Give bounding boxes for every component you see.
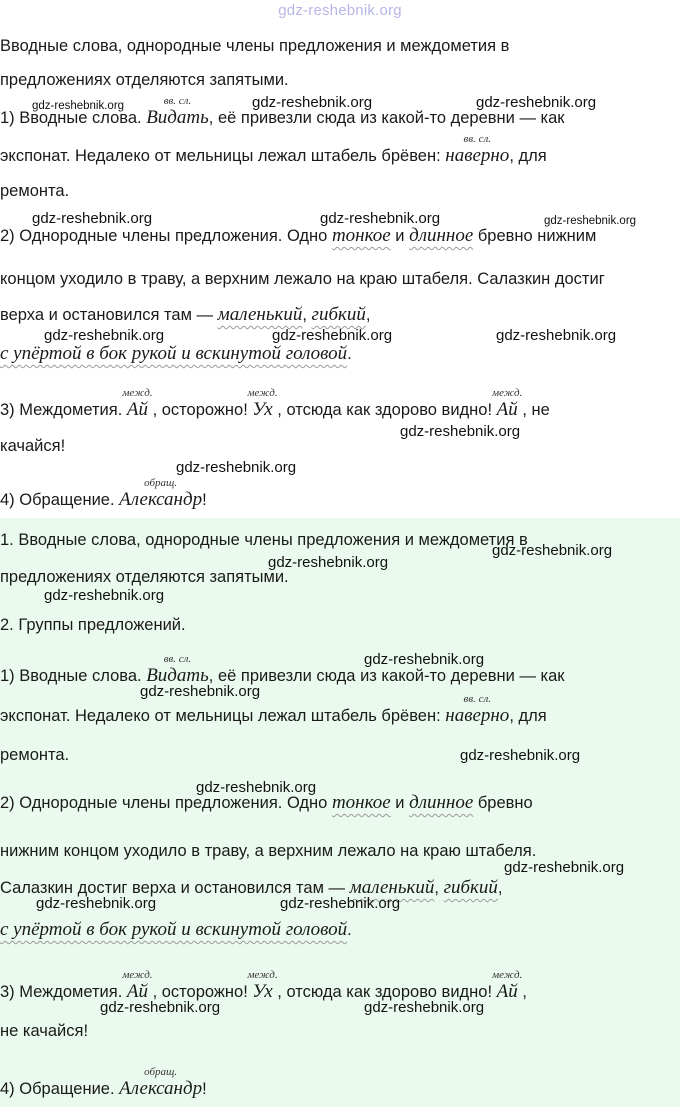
- item-1-text: , для: [509, 707, 547, 725]
- item-2-text: бревно нижним: [473, 227, 597, 245]
- item-2-prefix: 2) Однородные члены предложения. Одно: [0, 227, 332, 245]
- intro-word-vidat: [146, 95, 209, 128]
- label-vv: вв. сл.: [463, 133, 492, 145]
- item-3-text: , не: [517, 401, 550, 419]
- item-2-line-4: [0, 920, 352, 940]
- label-mezhd: межд.: [492, 387, 523, 399]
- item-1-text: , её привезли сюда из какой-то деревни — как: [208, 667, 565, 685]
- label-mezhd: межд.: [247, 387, 278, 399]
- answer-section-explained: [0, 518, 680, 1107]
- item-4-prefix: 4) Обращение.: [0, 491, 120, 509]
- label-vv: вв. сл.: [463, 693, 492, 705]
- word-text: наверно: [445, 145, 510, 166]
- answer-section-original: [0, 0, 680, 518]
- item-3-prefix: 3) Междометия.: [0, 983, 127, 1001]
- word-text: Александр: [119, 489, 203, 510]
- item-3-text: , осторожно!: [147, 401, 253, 419]
- item-3-text: ,: [517, 983, 527, 1001]
- homogeneous-word-tonkoe: тонкое: [331, 225, 391, 246]
- conjunction: и: [390, 227, 410, 245]
- exclamation: !: [202, 491, 207, 509]
- watermark: gdz-reshebnik.org: [44, 587, 165, 604]
- watermark: gdz-reshebnik.org: [476, 94, 597, 111]
- item-3-line-2: качайся!: [0, 437, 66, 455]
- label-vv: вв. сл.: [163, 653, 192, 665]
- item-4-line: [0, 477, 207, 510]
- item-2-line-1: [0, 226, 596, 246]
- item-2-text: Салазкин достиг верха и остановился там —: [0, 879, 350, 897]
- watermark: gdz-reshebnik.org: [252, 94, 373, 111]
- label-mezhd: межд.: [122, 969, 153, 981]
- watermark: gdz-reshebnik.org: [272, 327, 393, 344]
- homogeneous-word-malenkiy: маленький: [349, 877, 435, 898]
- item-1-line-3: ремонта.: [0, 746, 70, 764]
- word-text: Ай: [496, 981, 518, 1002]
- word-text: наверно: [445, 705, 510, 726]
- homogeneous-word-gibkiy: гибкий: [311, 304, 366, 325]
- item-1-text: экспонат. Недалеко от мельницы лежал штабель брёвен:: [0, 707, 446, 725]
- item-4-prefix: 4) Обращение.: [0, 1080, 120, 1098]
- item-1-line-3: ремонта.: [0, 182, 70, 200]
- word-text: Ух: [252, 981, 273, 1002]
- homogeneous-word-dlinnoe: длинное: [409, 225, 474, 246]
- watermark: gdz-reshebnik.org: [364, 651, 485, 668]
- watermark: gdz-reshebnik.org: [196, 779, 317, 796]
- label-mezhd: межд.: [492, 969, 523, 981]
- address-word: [119, 1066, 203, 1099]
- homogeneous-phrase: с упёртой в бок рукой и вскинутой головой: [0, 343, 348, 364]
- top-watermark: gdz-reshebnik.org: [278, 2, 402, 19]
- item-3-text: , осторожно!: [147, 983, 253, 1001]
- item-3-line-1: [0, 387, 550, 420]
- label-mezhd: межд.: [247, 969, 278, 981]
- period: .: [347, 921, 352, 939]
- word-text: Ай: [496, 399, 518, 420]
- homogeneous-word-tonkoe: тонкое: [331, 792, 391, 813]
- watermark: gdz-reshebnik.org: [492, 542, 613, 559]
- interjection-ay: [122, 387, 153, 420]
- interjection-ay-2: [492, 969, 523, 1002]
- watermark: gdz-reshebnik.org: [320, 210, 441, 227]
- interjection-ukh: [247, 969, 278, 1002]
- intro-word-naverno: [445, 693, 510, 726]
- address-word: [119, 477, 203, 510]
- item-2-line-3: [0, 305, 370, 325]
- point-1-line-2: предложениях отделяются запятыми.: [0, 568, 289, 586]
- homogeneous-word-malenkiy: маленький: [217, 304, 303, 325]
- item-2-text: бревно: [473, 794, 533, 812]
- item-1-prefix: 1) Вводные слова.: [0, 109, 147, 127]
- comma: ,: [497, 879, 503, 897]
- watermark: gdz-reshebnik.org: [544, 215, 637, 227]
- item-2-line-2: нижним концом уходило в траву, а верхним лежало на краю штабеля.: [0, 842, 537, 860]
- intro-line-2: предложениях отделяются запятыми.: [0, 71, 289, 89]
- comma: ,: [434, 879, 444, 897]
- item-1-text: , для: [509, 147, 547, 165]
- item-2-text: верха и остановился там —: [0, 306, 218, 324]
- watermark: gdz-reshebnik.org: [44, 327, 165, 344]
- item-2-line-4: [0, 344, 352, 364]
- watermark: gdz-reshebnik.org: [100, 999, 221, 1016]
- word-text: Александр: [119, 1078, 203, 1099]
- word-text: Ух: [252, 399, 273, 420]
- label-vv: вв. сл.: [163, 95, 192, 107]
- item-4-line: [0, 1066, 207, 1099]
- watermark: gdz-reshebnik.org: [32, 100, 125, 112]
- intro-word-naverno: [445, 133, 510, 166]
- conjunction: и: [390, 794, 410, 812]
- item-1-line-2: [0, 133, 547, 166]
- watermark: gdz-reshebnik.org: [364, 999, 485, 1016]
- comma: ,: [302, 306, 312, 324]
- label-obrashch: обращ.: [144, 1066, 178, 1078]
- item-1-text: , её привезли сюда из какой-то деревни — как: [208, 109, 565, 127]
- item-2-prefix: 2) Однородные члены предложения. Одно: [0, 794, 332, 812]
- word-text: Видать: [146, 665, 209, 686]
- watermark: gdz-reshebnik.org: [280, 895, 401, 912]
- watermark: gdz-reshebnik.org: [400, 423, 521, 440]
- item-3-text: , отсюда как здорово видно!: [272, 983, 497, 1001]
- item-3-line-2: не качайся!: [0, 1022, 89, 1040]
- watermark: gdz-reshebnik.org: [176, 459, 297, 476]
- word-text: Видать: [146, 107, 209, 128]
- homogeneous-word-gibkiy: гибкий: [443, 877, 498, 898]
- comma: ,: [365, 306, 371, 324]
- watermark: gdz-reshebnik.org: [32, 210, 153, 227]
- homogeneous-phrase: с упёртой в бок рукой и вскинутой головой: [0, 919, 348, 940]
- item-3-prefix: 3) Междометия.: [0, 401, 127, 419]
- watermark: gdz-reshebnik.org: [496, 327, 617, 344]
- watermark: gdz-reshebnik.org: [460, 747, 581, 764]
- intro-line-1: Вводные слова, однородные члены предложения и междометия в: [0, 37, 510, 55]
- word-text: Ай: [126, 399, 148, 420]
- item-1-prefix: 1) Вводные слова.: [0, 667, 147, 685]
- interjection-ay-2: [492, 387, 523, 420]
- item-2-line-1: [0, 793, 533, 813]
- watermark: gdz-reshebnik.org: [140, 683, 261, 700]
- period: .: [347, 345, 352, 363]
- item-3-text: , отсюда как здорово видно!: [272, 401, 497, 419]
- watermark: gdz-reshebnik.org: [36, 895, 157, 912]
- watermark: gdz-reshebnik.org: [268, 554, 389, 571]
- interjection-ukh: [247, 387, 278, 420]
- point-2-line: 2. Группы предложений.: [0, 616, 186, 634]
- word-text: Ай: [126, 981, 148, 1002]
- item-1-text: экспонат. Недалеко от мельницы лежал штабель брёвен:: [0, 147, 446, 165]
- point-1-line-1: 1. Вводные слова, однородные члены предложения и междометия в: [0, 531, 528, 549]
- exclamation: !: [202, 1080, 207, 1098]
- item-2-line-2: концом уходило в траву, а верхним лежало на краю штабеля. Салазкин достиг: [0, 270, 605, 288]
- watermark: gdz-reshebnik.org: [504, 859, 625, 876]
- homogeneous-word-dlinnoe: длинное: [409, 792, 474, 813]
- label-obrashch: обращ.: [144, 477, 178, 489]
- item-1-line-2: [0, 693, 547, 726]
- label-mezhd: межд.: [122, 387, 153, 399]
